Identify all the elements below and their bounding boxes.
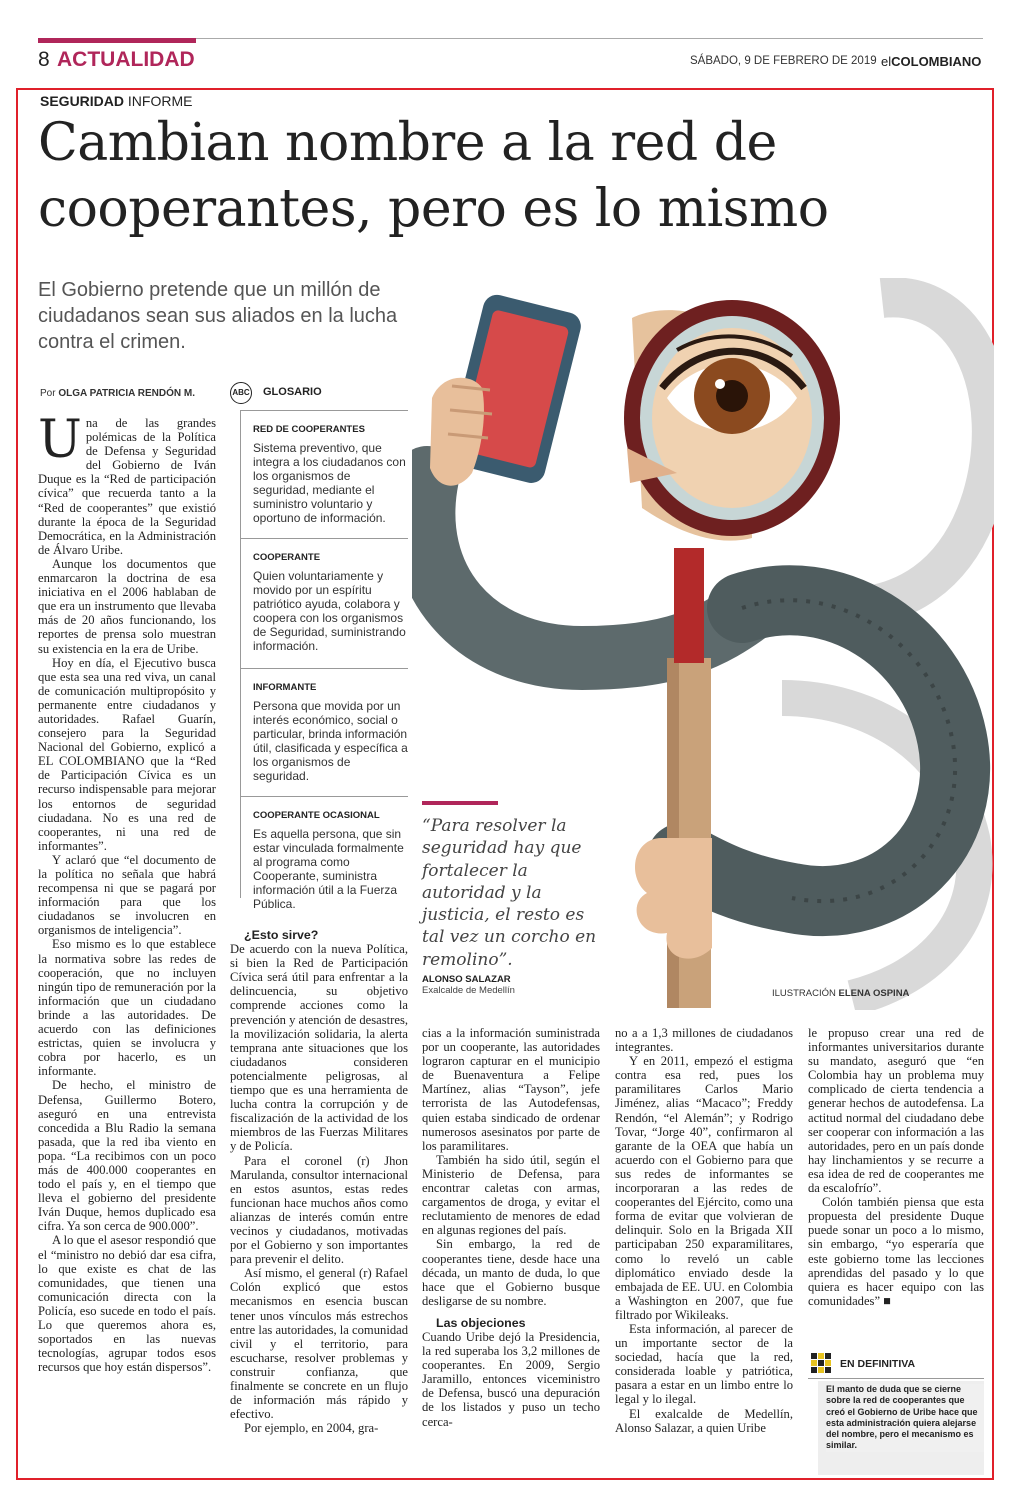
magnifier-neck bbox=[674, 548, 704, 663]
kicker-topic: SEGURIDAD bbox=[40, 93, 125, 109]
lower-hand bbox=[635, 838, 712, 959]
body-column-5 bbox=[808, 1026, 984, 1308]
glossary-term: INFORMANTE bbox=[253, 682, 317, 693]
en-definitiva-rule bbox=[808, 1378, 984, 1379]
body-paragraph: Y en 2011, empezó el estigma contra esa red, pues los paramilitares Carlos Mario Jiménez, alias “Macaco”; Freddy Rendón, “el Alemán”; y Rodrigo Tovar, “Jorge 40”, confirmaron al garante de la OEA que había un acuerdo con el Gobierno para que sus redes de informantes se incorporaran a las redes de cooperantes del Ejército, como una forma de evitar que volvieran de delinquir. Solo en la Brigada XII participaban 250 exparamilitares, como lo reveló un cable diplomático enviado desde la embajada de EE. UU. en Colombia a Washington en 2007, que fue filtrado por Wikileaks. bbox=[615, 1054, 793, 1322]
body-paragraph: le propuso crear una red de informantes universitarios durante su mandato, aseguró que “en Colombia hay un problema muy complicado de cierta tendencia a generar hechos de autodefensa. La actitud normal del ciudadano debe ser cooperar con información a las autoridades, pero en un país donde hay linchamientos y se recurre a esa idea de red de cooperantes me da escalofrío”. bbox=[808, 1026, 984, 1196]
checkered-icon bbox=[810, 1352, 832, 1374]
glossary-term: COOPERANTE bbox=[253, 552, 321, 563]
article-headline: Cambian nombre a la red de cooperantes, pero es lo mismo bbox=[38, 113, 829, 239]
abc-icon: ABC bbox=[230, 382, 252, 404]
body-paragraph: El exalcalde de Medellín, Alonso Salazar, a quien Uribe bbox=[615, 1406, 793, 1435]
body-paragraph bbox=[38, 410, 216, 557]
body-column-2 bbox=[230, 928, 408, 1435]
grey-background-shape bbox=[842, 297, 992, 608]
credit-name: ELENA OSPINA bbox=[838, 988, 910, 999]
glossary-title: GLOSARIO bbox=[263, 386, 322, 398]
brand-prefix: el bbox=[881, 54, 892, 69]
quote-accent-bar bbox=[422, 801, 498, 805]
body-paragraph: De hecho, el ministro de Defensa, Guillermo Botero, aseguró en una entrevista concedida a Blu Radio la semana pasada, que la red iba viento en popa. “La recibimos con un poco más de 400.000 cooperantes en todo el país y, en el tiempo que lleva el gobierno del presidente Iván Duque, hemos duplicado esa cifra. Ya son cerca de 900.000”. bbox=[38, 1078, 216, 1234]
byline-author: OLGA PATRICIA RENDÓN M. bbox=[58, 388, 196, 399]
body-paragraph: Colón también piensa que esta propuesta del presidente Duque puede sonar un poco a lo mismo, sin embargo, “yo esperaría que este gobierno tome las lecciones aprendidas del pasado y lo que quiera es hacer equipo con las comunidades” ■ bbox=[808, 1195, 984, 1308]
body-paragraph: A lo que el asesor respondió que el “ministro no debió dar esa cifra, lo que existe es chat de las comunidades, que tienen una comunicación directa con la Policía, eso sucede en todo el país. Lo que queremos ahora es, soportados en las nuevas tecnologías, agrupar todos esos recursos que hoy están dispersos”. bbox=[38, 1233, 216, 1375]
quote-author: ALONSO SALAZAR bbox=[422, 974, 511, 985]
article-deck: El Gobierno pretende que un millón de ciudadanos sean sus aliados en la lucha contra el crimen. bbox=[38, 279, 398, 353]
subhead: Las objeciones bbox=[436, 1315, 526, 1330]
brand-name: COLOMBIANO bbox=[891, 54, 982, 69]
paragraph-text: na de las grandes polémicas de la Política de Defensa y Seguridad del Gobierno de Iván Duque es la “Red de participación cívica” que recuerda tanto a la “Red de cooperantes” que existió durante la época de la Seguridad Democrática, en la Administración de Álvaro Uribe. bbox=[38, 416, 216, 557]
body-column-3 bbox=[422, 1026, 600, 1429]
glossary-rule-top bbox=[240, 410, 408, 411]
drop-cap: U bbox=[38, 410, 82, 470]
glossary-entry bbox=[253, 552, 408, 654]
eye-highlight bbox=[715, 379, 725, 389]
glossary-entry bbox=[253, 810, 408, 912]
body-paragraph: Así mismo, el general (r) Rafael Colón explicó que estos mecanismos en esencia buscan tener unos vínculos más estrechos entre las autoridades, la comunidad civil y el territorio, para escucharse, resolver problemas y construir confianza, que finalmente se concrete en un flujo de información más rápido y efectivo. bbox=[230, 1266, 408, 1422]
glossary-definition: Sistema preventivo, que integra a los ciudadanos con los organismos de seguridad, mediante el suministro voluntario y oportuno de información. bbox=[253, 441, 406, 526]
en-definitiva-text: El manto de duda que se cierne sobre la red de cooperantes que creó el Gobierno de Uribe hace que esta administración quiera alejarse del nombre, pero el mecanismo es similar. bbox=[826, 1384, 984, 1452]
kicker-type: INFORME bbox=[124, 93, 193, 109]
body-paragraph: Aunque los documentos que enmarcaron la doctrina de esa iniciativa en el 2006 hablaban de que era un instrumento que llevaba más de 20 años funcionando, los reportes de prensa solo muestran su existencia en la era de Uribe. bbox=[38, 556, 216, 656]
glossary-separator bbox=[240, 668, 408, 669]
body-paragraph: Hoy en día, el Ejecutivo busca que esta sea una red viva, un canal de comunicación multipropósito y permanente entre ciudadanos y autoridades. Rafael Guarín, consejero para la Seguridad Nacional del Gobierno, explicó a EL COLOMBIANO que la “Red de Participación Cívica es un recurso indispensable para mejorar los entornos de seguridad ciudadana. No es una red de cooperantes, ni una red de informantes”. bbox=[38, 655, 216, 853]
article-kicker bbox=[40, 93, 192, 109]
page-number: 8 bbox=[38, 48, 50, 71]
body-paragraph: De acuerdo con la nueva Política, si bien la Red de Participación Cívica será útil para enfrentar a la delincuencia, su objetivo comprende acciones como la prevención y atención de desastres, la movilización solidaria, la alerta temprana ante situaciones que los ciudadanos consideren potencialmente peligrosas, al tiempo que es una herramienta de lucha contra la corrupción y de fiscalización de la actividad de los miembros de las Fuerzas Militares y de Policía. bbox=[230, 942, 408, 1154]
glossary-definition: Persona que movida por un interés económico, social o particular, brinda información útil, clasificada y específica a los organismos de seguridad. bbox=[253, 699, 408, 784]
glossary-term: COOPERANTE OCASIONAL bbox=[253, 810, 380, 821]
byline-prefix: Por bbox=[40, 388, 59, 399]
issue-date: SÁBADO, 9 DE FEBRERO DE 2019 bbox=[690, 55, 877, 67]
section-accent-bar bbox=[38, 38, 196, 43]
glossary-definition: Es aquella persona, que sin estar vinculada formalmente al programa como Cooperante, suministra información útil a la Fuerza Pública. bbox=[253, 827, 404, 912]
body-paragraph: no a a 1,3 millones de ciudadanos integrantes. bbox=[615, 1026, 793, 1055]
body-paragraph: Cuando Uribe dejó la Presidencia, la red superaba los 3,2 millones de cooperantes. En 2009, Sergio Jaramillo, entonces viceministro de Defensa, buscó una depuración de los listados y puso un techo cerca- bbox=[422, 1329, 600, 1429]
glossary-rule-vertical bbox=[240, 410, 241, 898]
body-column-4 bbox=[615, 1026, 793, 1435]
body-paragraph: Sin embargo, la red de cooperantes tiene, desde hace una década, un manto de duda, lo que hace que el Gobierno busque desligarse de su nombre. bbox=[422, 1237, 600, 1308]
glossary-entry bbox=[253, 682, 408, 784]
glossary-separator bbox=[240, 538, 408, 539]
glossary-term: RED DE COOPERANTES bbox=[253, 424, 365, 435]
body-paragraph: Para el coronel (r) Jhon Marulanda, consultor internacional en estos asuntos, estas redes funcionan hace muchos años como alianzas de interés común entre vecinos y ciudadanos, motivadas por el Gobierno y son importantes para prevenir el delito. bbox=[230, 1153, 408, 1267]
body-paragraph: Por ejemplo, en 2004, gra- bbox=[244, 1421, 379, 1436]
subhead: ¿Esto sirve? bbox=[244, 928, 319, 942]
glossary-separator bbox=[240, 796, 408, 797]
credit-prefix: ILUSTRACIÓN bbox=[772, 988, 839, 999]
illustration-credit bbox=[772, 988, 909, 999]
body-paragraph: cias a la información suministrada por un cooperante, las autoridades lograron capturar en el municipio de Buenaventura a Felipe Martínez, alias “Tayson”, jefe terrorista de las Autodefensas, quien estaba sindicado de ordenar numerosos asesinatos por parte de los paramilitares. bbox=[422, 1026, 600, 1153]
glossary-entry bbox=[253, 424, 408, 526]
glossary-definition: Quien voluntariamente y movido por un espíritu patriótico ayuda, colabora y coopera con los organismos de Seguridad, suministrando información. bbox=[253, 569, 406, 654]
en-definitiva-title: EN DEFINITIVA bbox=[840, 1358, 916, 1370]
body-paragraph: También ha sido útil, según el Ministerio de Defensa, para encontrar caletas con armas, cargamentos de droga, y evitar el reclutamiento de menores de edad en algunas regiones del país. bbox=[422, 1152, 600, 1238]
section-name: ACTUALIDAD bbox=[57, 48, 195, 71]
quote-author-role: Exalcalde de Medellín bbox=[422, 985, 515, 996]
body-paragraph: Eso mismo es lo que establece la normativa sobre las redes de cooperación, que no incluyen ningún tipo de remuneración por la información que un ciudadano brinde a las autoridades. De acuerdo con las definiciones estrictas, quien se involucra y cobra por hacerlo, es un informante. bbox=[38, 937, 216, 1079]
body-paragraph: Y aclaró que “el documento de la política no señala que habrá recompensa ni que se pagará por información para que los ciudadanos se involucren en organismos de inteligencia”. bbox=[38, 852, 216, 938]
byline bbox=[40, 388, 195, 399]
body-paragraph: Esta información, al parecer de un importante sector de la sociedad, hacía que la red, considerada loable y patriótica, pasara a estar en un limbo entre lo legal y lo ilegal. bbox=[615, 1321, 793, 1407]
body-column-1 bbox=[38, 410, 216, 1375]
pull-quote: “Para resolver la seguridad hay que fortalecer la autoridad y la justicia, el resto es tal vez un corcho en remolino”. bbox=[422, 816, 597, 970]
newspaper-brand bbox=[881, 54, 981, 69]
